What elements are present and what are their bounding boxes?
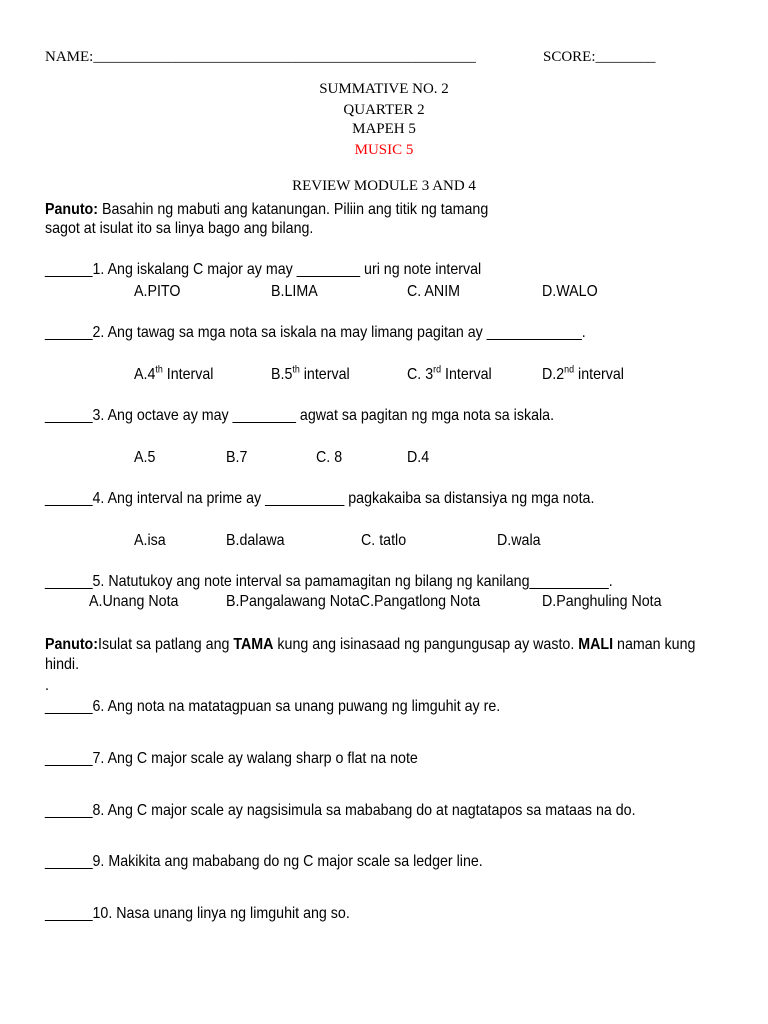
q2-option-b [271,366,350,384]
question-text: 10. Nasa unang linya ng limguhit ang so. [92,905,350,922]
question-text: 8. Ang C major scale ay nagsisimula sa mababang do at nagtatapos sa mataas na do. [92,802,636,819]
name-label: NAME: [45,49,94,65]
name-field [45,48,476,66]
instructions-text: Basahin ng mabuti ang katanungan. Piliin ang titik ng tamang [97,201,489,218]
review-title: REVIEW MODULE 3 AND 4 [292,178,476,194]
ordinal-suffix: th [155,364,163,376]
q5-option-d: D.Panghuling Nota [542,593,662,610]
question-7 [45,750,418,768]
instructions-text: naman kung [613,636,696,653]
question-10 [45,905,350,923]
name-blank: ___________________________________________________ [93,49,476,65]
q4-option-c: C. tatlo [361,532,407,549]
score-label: SCORE: [543,49,596,65]
part1-instructions-line2: sagot at isulat ito sa linya bago ang bilang. [45,220,314,237]
question-6 [45,698,500,716]
q5-options-b-c [226,593,480,611]
option-text: interval [299,366,350,383]
part2-instructions-line2: hindi. [45,656,80,673]
question-text: 9. Makikita ang mababang do ng C major scale sa ledger line. [92,853,483,870]
answer-blank: ______ [45,407,93,424]
question-text: 2. Ang tawag sa mga nota sa iskala na may limang pagitan ay ____________. [92,324,586,341]
q2-option-a [134,366,213,384]
stray-dot: . [45,677,49,694]
answer-blank: ______ [45,853,93,870]
part2-instructions-line1 [45,636,695,654]
summative-title: SUMMATIVE NO. 2 [319,81,449,97]
option-text: Interval [441,366,492,383]
q1-option-c: C. ANIM [407,283,461,300]
option-text: C. 3 [407,366,434,383]
question-text: 7. Ang C major scale ay walang sharp o flat na note [92,750,418,767]
q3-option-b: B.7 [226,449,248,466]
q5-option-b: B.Pangalawang Nota [226,593,360,610]
question-4 [45,490,594,508]
q4-option-d: D.wala [497,532,541,549]
answer-blank: ______ [45,490,93,507]
question-text: 3. Ang octave ay may ________ agwat sa pagitan ng mga nota sa iskala. [92,407,555,424]
q1-option-d: D.WALO [542,283,598,300]
q3-option-d: D.4 [407,449,430,466]
option-text: B.5 [271,366,293,383]
answer-blank: ______ [45,573,93,590]
quarter-title: QUARTER 2 [343,102,425,118]
option-text: Interval [162,366,214,383]
question-8 [45,802,636,820]
q1-option-a: A.PITO [134,283,181,300]
q1-option-b: B.LIMA [271,283,318,300]
q5-option-a: A.Unang Nota [89,593,179,610]
question-2 [45,324,586,342]
instructions-text: Isulat sa patlang ang [97,636,234,653]
q3-option-c: C. 8 [316,449,343,466]
option-text: D.2 [542,366,565,383]
score-blank: ________ [595,49,656,65]
q3-option-a: A.5 [134,449,156,466]
q4-option-b: B.dalawa [226,532,285,549]
question-text: 5. Natutukoy ang note interval sa pamamagitan ng bilang ng kanilang__________. [92,573,613,590]
answer-blank: ______ [45,750,93,767]
question-text: 6. Ang nota na matatagpuan sa unang puwang ng limguhit ay re. [92,698,501,715]
question-9 [45,853,483,871]
option-text: interval [574,366,624,383]
instructions-label: Panuto: [45,636,98,653]
score-field [543,48,656,66]
q4-option-a: A.isa [134,532,166,549]
answer-blank: ______ [45,905,93,922]
ordinal-suffix: th [292,364,300,376]
answer-blank: ______ [45,324,93,341]
course-title: MAPEH 5 [352,121,416,137]
part1-instructions-line1 [45,201,488,219]
question-text: 4. Ang interval na prime ay __________ pagkakaiba sa distansiya ng mga nota. [92,490,595,507]
answer-blank: ______ [45,698,93,715]
question-text: 1. Ang iskalang C major ay may ________ uri ng note interval [92,261,482,278]
instructions-text: kung ang isinasaad ng pangungusap ay wasto. [273,636,579,653]
q5-option-c: C.Pangatlong Nota [359,593,481,610]
subject-title: MUSIC 5 [354,142,414,158]
question-1 [45,261,481,279]
question-3 [45,407,554,425]
q2-option-c [407,366,492,384]
false-keyword: MALI [578,636,614,653]
q2-option-d [542,366,624,384]
ordinal-suffix: rd [433,364,442,376]
question-5 [45,573,613,591]
true-keyword: TAMA [233,636,274,653]
instructions-label: Panuto: [45,201,98,218]
ordinal-suffix: nd [564,364,575,376]
option-text: A.4 [134,366,156,383]
answer-blank: ______ [45,802,93,819]
answer-blank: ______ [45,261,93,278]
